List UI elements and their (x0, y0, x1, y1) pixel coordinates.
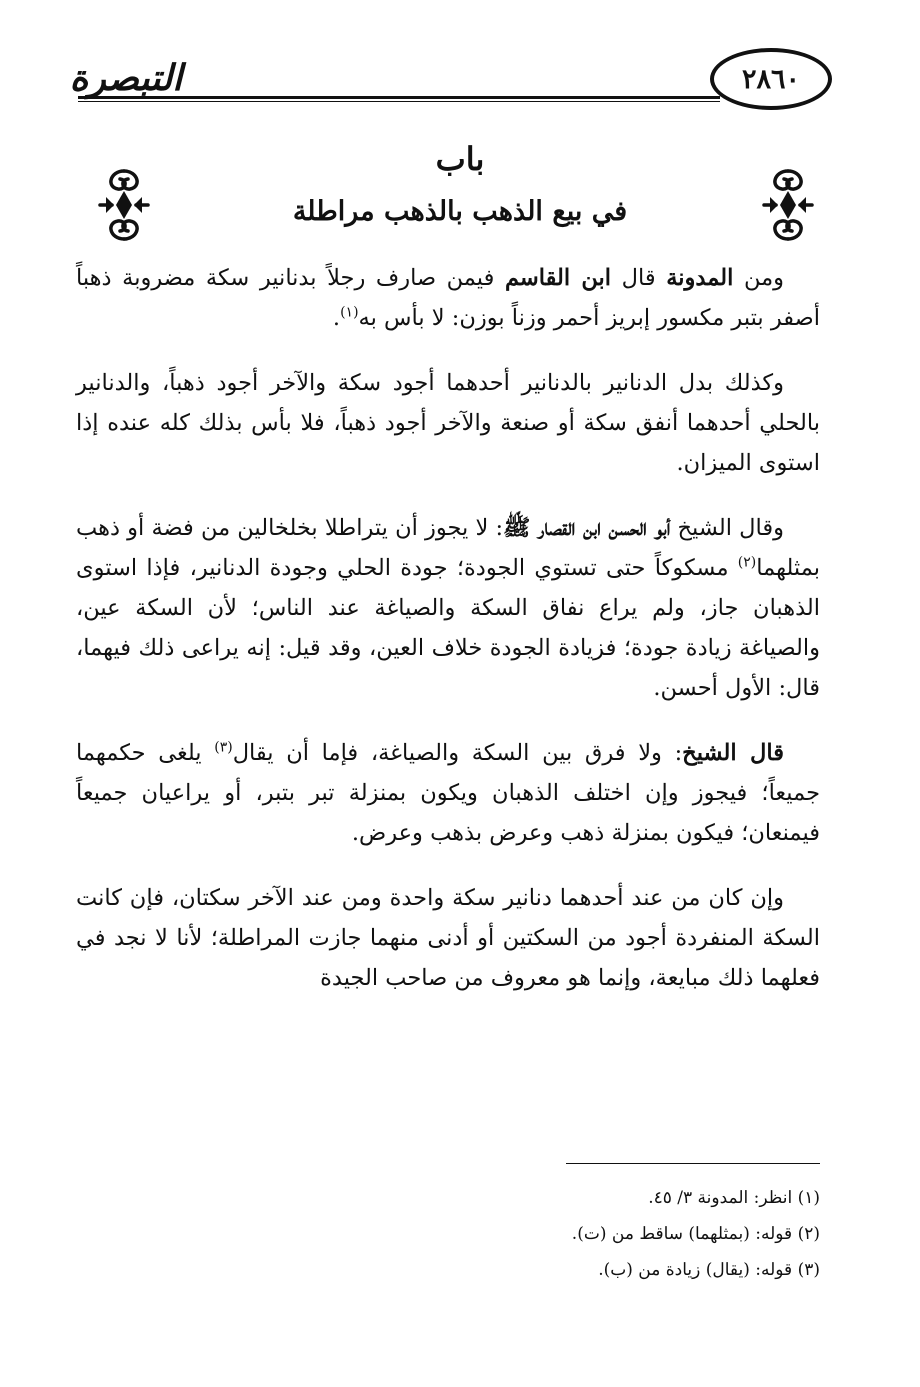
chapter-title: في بيع الذهب بالذهب مراطلة (292, 196, 628, 227)
text-run: ومن (733, 265, 785, 291)
footnote-ref: (٣) (214, 739, 233, 756)
bold-text: أبو الحسن ابن القصار ﷺ (503, 515, 671, 541)
book-title: التبصرة (69, 57, 183, 99)
page-number: ٢٨٦٠ (710, 48, 832, 110)
footnote-ref: (١) (340, 304, 359, 321)
footnote-ref: (٢) (737, 554, 757, 571)
text-run: وإن كان من عند أحدهما دنانير سكة واحدة ومن عند الآخر سكتان، فإن كانت السكة المنفردة أجود من السكتين أو أدنى منهما جازت المراطلة؛ لأنا لا نجد في فعلهما ذلك مبايعة، وإنما هو معروف من صاحب الجيدة (76, 885, 820, 991)
footnote-2: (٢) قوله: (بمثلهما) ساقط من (ت). (571, 1224, 820, 1244)
footnote-3: (٣) قوله: (يقال) زيادة من (ب). (598, 1260, 820, 1280)
body-text (76, 258, 820, 1023)
bold-text: قال الشيخ (682, 740, 784, 766)
bold-text: ابن القاسم (504, 265, 612, 291)
ornament-right-icon (756, 165, 820, 245)
text-run: فيمن صارف رجلاً بدنانير سكة مضروبة ذهباً أصفر بتبر مكسور إبريز أحمر وزناً بوزن: لا بأس به (76, 265, 820, 331)
text-run: : ولا فرق بين السكة والصياغة، فإما أن يقال (232, 740, 683, 766)
text-run: : لا يجوز أن يتراطلا بخلخالين من فضة أو ذهب بمثلهما (76, 515, 820, 581)
bold-text: المدونة (666, 265, 734, 291)
text-run: يلغى حكمهما جميعاً؛ فيجوز وإن اختلف الذهبان ويكون بمنزلة تبر بتبر، أو يراعيان جميعاً فيمنعان؛ فيكون بمنزلة ذهب وعرض بذهب وعرض. (76, 740, 820, 846)
text-run: قال (611, 265, 667, 291)
ornament-left-icon (92, 165, 156, 245)
paragraph (76, 258, 820, 338)
text-run: وقال الشيخ (670, 515, 784, 541)
chapter-word: باب (435, 140, 485, 178)
paragraph (76, 733, 820, 853)
text-run: وكذلك بدل الدنانير بالدنانير أحدهما أجود سكة والآخر أجود ذهباً، والدنانير بالحلي أحدهما أنفق سكة أو صنعة والآخر أجود ذهباً، فلا بأس بذلك كله عنده إذا استوى الميزان. (76, 370, 820, 476)
text-run: . (332, 305, 341, 331)
footnote-1: (١) انظر: المدونة ٣/ ٤٥. (648, 1188, 820, 1208)
paragraph (76, 363, 820, 483)
paragraph (76, 878, 820, 998)
text-run: مسكوكاً حتى تستوي الجودة؛ جودة الحلي وجودة الدنانير، فإذا استوى الذهبان جاز، ولم يراع نفاق السكة والصياغة عند الناس؛ لأن السكة عين، والصياغة زيادة جودة؛ فزيادة الجودة خلاف العين، وقد قيل: إنه يراعى ذلك فيهما، قال: الأول أحسن. (76, 555, 820, 701)
footnote-separator (566, 1163, 820, 1164)
footnotes (200, 1180, 820, 1288)
paragraph (76, 508, 820, 708)
